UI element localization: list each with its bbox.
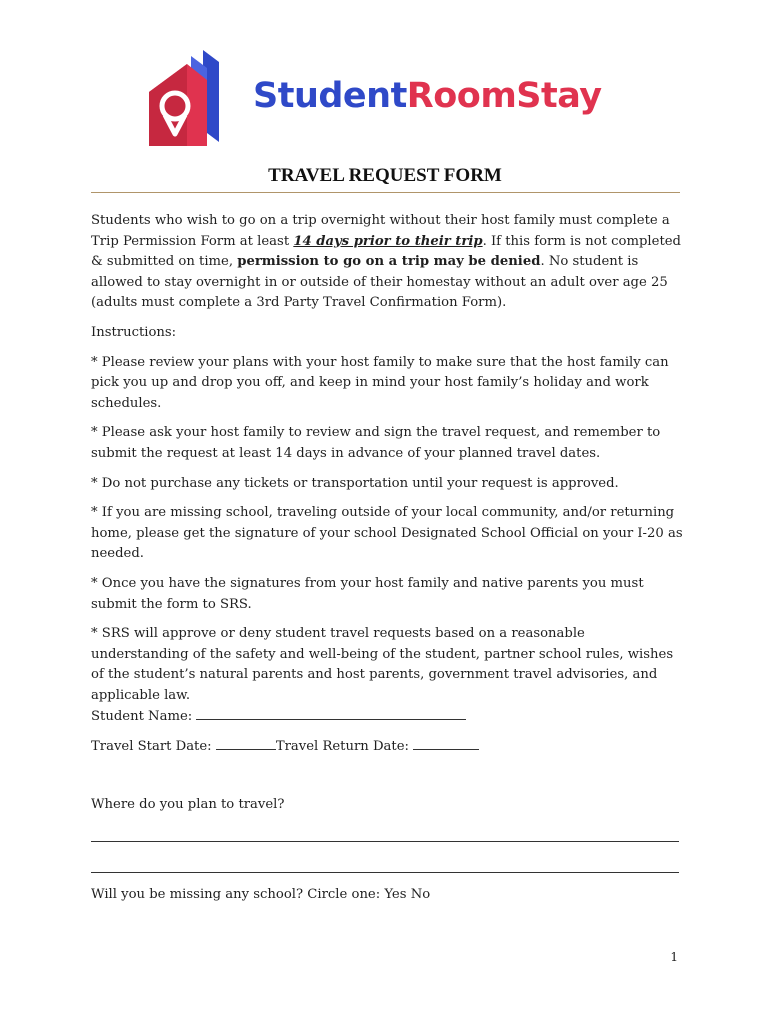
plan-travel-label: Where do you plan to travel? bbox=[91, 797, 285, 812]
intro-text-2: . If this form is not completed & submitted on time, bbox=[91, 233, 681, 270]
intro-text-3: . No student is allowed to stay overnight in or outside of their homestay without an adult over age 25 (adults must complete a 3rd Party Travel Confirmation Form). bbox=[91, 254, 668, 311]
start-date-blank[interactable] bbox=[216, 737, 276, 750]
title-divider bbox=[91, 192, 680, 193]
instruction-item: * Please ask your host family to review and sign the travel request, and remember to submit the request at least 14 days in advance of your planned travel dates. bbox=[91, 425, 661, 461]
brand-name bbox=[253, 76, 602, 116]
instruction-item: * If you are missing school, traveling outside of your local community, and/or returning home, please get the signature of your school Designated School Official on your I-20 as needed. bbox=[91, 505, 683, 562]
plan-travel-line-1[interactable] bbox=[91, 841, 679, 842]
intro-warning-bold: permission to go on a trip may be denied bbox=[237, 254, 541, 270]
instructions-section bbox=[91, 323, 683, 716]
form-title: TRAVEL REQUEST FORM bbox=[268, 165, 502, 186]
intro-deadline-emphasis: 14 days prior to their trip bbox=[293, 233, 483, 249]
brand-name-student: Student bbox=[253, 76, 407, 116]
return-date-blank[interactable] bbox=[413, 737, 479, 750]
instruction-item: * Please review your plans with your host family to make sure that the host family can pick you up and drop you off, and keep in mind your host family’s holiday and work schedules. bbox=[91, 354, 669, 411]
instruction-item: * Do not purchase any tickets or transportation until your request is approved. bbox=[91, 475, 619, 491]
logo bbox=[145, 46, 602, 150]
instruction-item: * Once you have the signatures from your host family and native parents you must submit the form to SRS. bbox=[91, 575, 644, 612]
house-location-pin-icon bbox=[145, 46, 245, 150]
student-name-field bbox=[91, 707, 466, 724]
page-number: 1 bbox=[670, 950, 678, 964]
brand-name-roomstay: RoomStay bbox=[406, 76, 602, 116]
student-name-blank[interactable] bbox=[196, 707, 466, 720]
instructions-label: Instructions: bbox=[91, 325, 177, 340]
instruction-item: * SRS will approve or deny student travel requests based on a reasonable understanding of the safety and well-being of the student, partner school rules, wishes of the student’s natural parents and host parents, government travel advisories, and applicable law. bbox=[91, 626, 674, 703]
missing-school-question: Will you be missing any school? Circle one: Yes No bbox=[91, 887, 431, 902]
travel-dates-field bbox=[91, 737, 479, 754]
return-date-label: Travel Return Date: bbox=[275, 739, 409, 754]
intro-text-1: Students who wish to go on a trip overnight without their host family must complete a Trip Permission Form at least bbox=[91, 213, 670, 249]
intro-paragraph bbox=[91, 211, 683, 323]
plan-travel-line-2[interactable] bbox=[91, 872, 679, 873]
student-name-label: Student Name: bbox=[91, 709, 193, 724]
start-date-label: Travel Start Date: bbox=[91, 739, 212, 754]
